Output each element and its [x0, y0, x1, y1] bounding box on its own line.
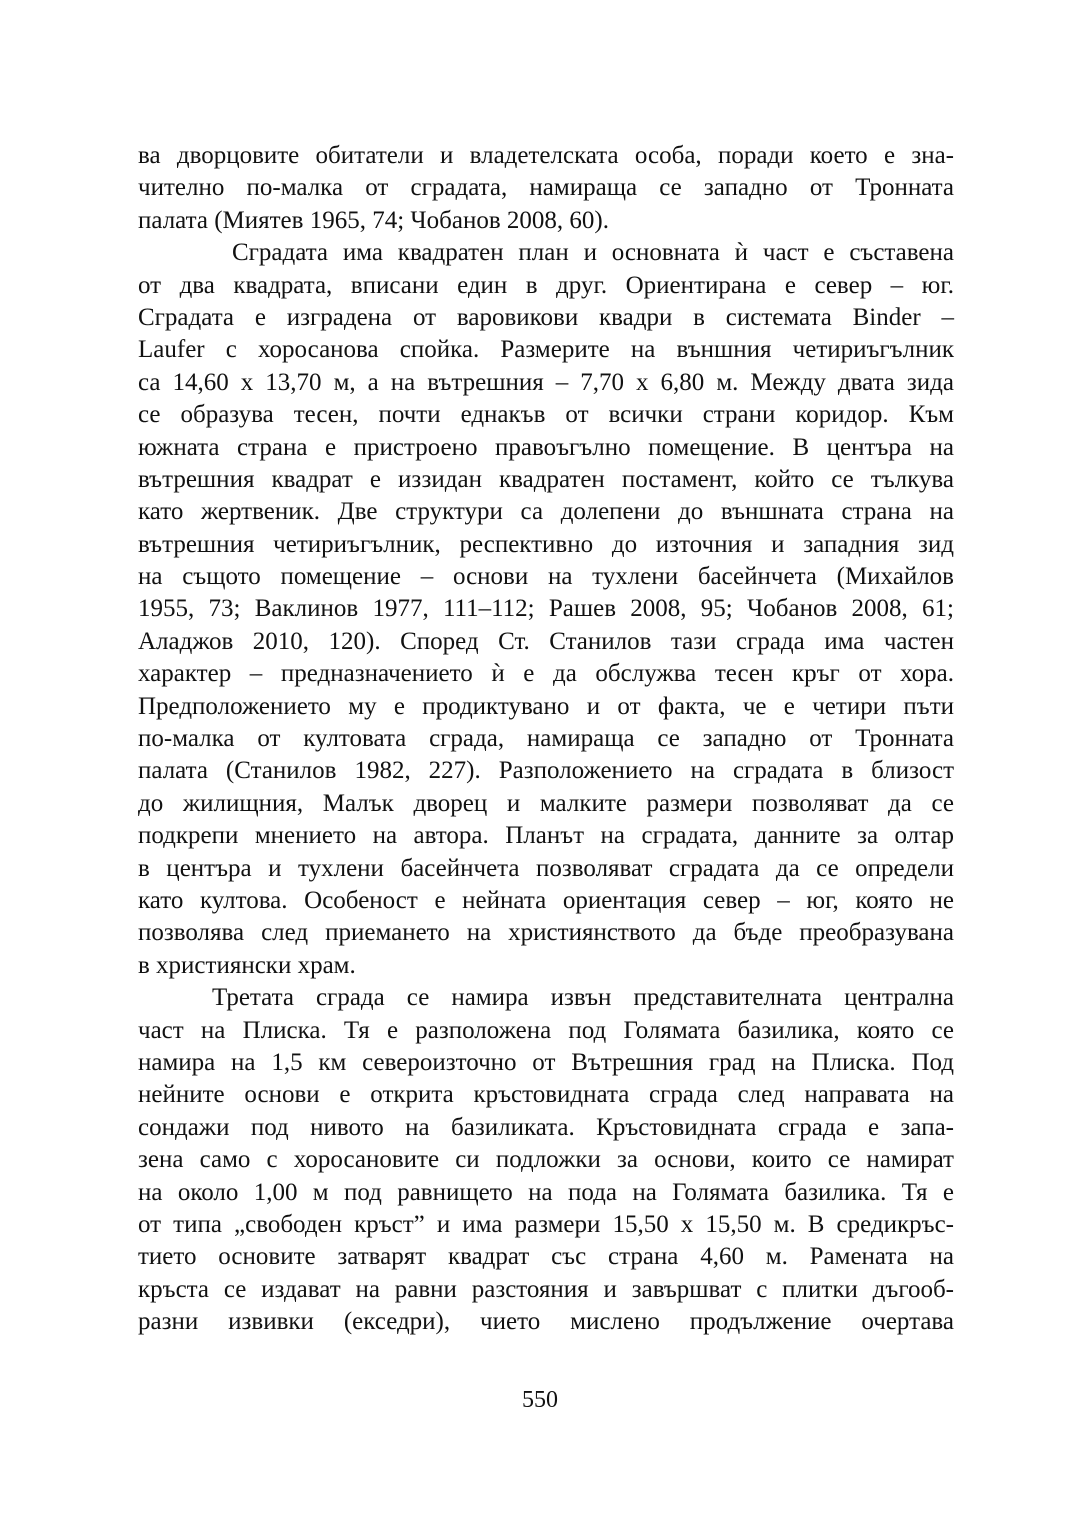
text-line: сондажи под нивото на базиликата. Кръстовидната сграда е запа-	[138, 1113, 954, 1141]
text-line: Предположението му е продиктувано и от факта, че е четири пъти	[138, 692, 954, 720]
text-line: намира на 1,5 км североизточно от Вътрешния град на Плиска. Под	[138, 1048, 954, 1076]
text-line: вътрешния четириъгълник, респективно до източния и западния зид	[138, 530, 954, 558]
page-number: 550	[522, 1387, 558, 1413]
text-line: част на Плиска. Тя е разположена под Голямата базилика, която се	[138, 1016, 954, 1044]
text-line: 1955, 73; Ваклинов 1977, 111–112; Рашев 2008, 95; Чобанов 2008, 61;	[138, 595, 954, 623]
text-line: от типа „свободен кръст” и има размери 15,50 х 15,50 м. В средикръс-	[138, 1210, 954, 1238]
text-line: Третата сграда се намира извън представителната централна	[212, 984, 954, 1012]
text-line: в християнски храм.	[138, 951, 356, 979]
text-line: зена само с хоросановите си подложки за основи, които се намират	[138, 1146, 954, 1174]
text-line: палата (Станилов 1982, 227). Разположението на сградата в близост	[138, 757, 954, 785]
text-line: Сградата е изградена от варовикови квадри в системата Binder –	[138, 303, 954, 331]
text-line: подкрепи мнението на автора. Планът на сградата, данните за олтар	[138, 822, 954, 850]
text-line: нейните основи е открита кръстовидната сграда след направата на	[138, 1081, 954, 1109]
text-line: южната страна е пристроено правоъгълно помещение. В центъра на	[138, 433, 954, 461]
text-line: позволява след приемането на християнството да бъде преобразувана	[138, 919, 954, 947]
paragraph-3	[138, 982, 954, 1338]
text-line: чително по-малка от сградата, намираща се западно от Тронната	[138, 174, 954, 202]
text-line: се образува тесен, почти еднакъв от всички страни коридор. Към	[138, 401, 954, 429]
text-line: палата (Миятев 1965, 74; Чобанов 2008, 60).	[138, 206, 609, 234]
text-line: Laufer с хоросанова спойка. Размерите на външния четириъгълник	[138, 336, 954, 364]
paragraph-2	[138, 237, 954, 982]
text-line: в центъра и тухлени басейнчета позволяват сградата да се определи	[138, 854, 954, 882]
page-body	[138, 140, 954, 1338]
text-line: кръста се издават на равни разстояния и завършват с плитки дъгооб-	[138, 1275, 954, 1303]
text-line: на същото помещение – основи на тухлени басейнчета (Михайлов	[138, 563, 954, 591]
text-line: Аладжов 2010, 120). Според Ст. Станилов тази сграда има частен	[138, 627, 954, 655]
text-line: са 14,60 х 13,70 м, а на вътрешния – 7,70 х 6,80 м. Между двата зида	[138, 368, 954, 396]
text-line: като култова. Особеност е нейната ориентация север – юг, която не	[138, 886, 954, 914]
text-line: Сградата има квадратен план и основната ѝ част е съставена	[232, 239, 954, 267]
text-line: по-малка от култовата сграда, намираща се западно от Тронната	[138, 725, 954, 753]
paragraph-1	[138, 140, 954, 237]
text-line: до жилищния, Малък дворец и малките размери позволяват да се	[138, 789, 954, 817]
text-line: характер – предназначението ѝ е да обслужва тесен кръг от хора.	[138, 660, 954, 688]
text-line: разни извивки (екседри), чието мислено продължение очертава	[138, 1308, 954, 1336]
text-line: вътрешния квадрат е иззидан квадратен постамент, който се тълкува	[138, 465, 954, 493]
text-line: като жертвеник. Две структури са долепени до външната страна на	[138, 498, 954, 526]
text-line: на около 1,00 м под равнището на пода на Голямата базилика. Тя е	[138, 1178, 954, 1206]
text-line: от два квадрата, вписани един в друг. Ориентирана е север – юг.	[138, 271, 954, 299]
text-line: тието основите затварят квадрат със страна 4,60 м. Рамената на	[138, 1243, 954, 1271]
text-line: ва дворцовите обитатели и владетелската особа, поради което е зна-	[138, 142, 954, 169]
